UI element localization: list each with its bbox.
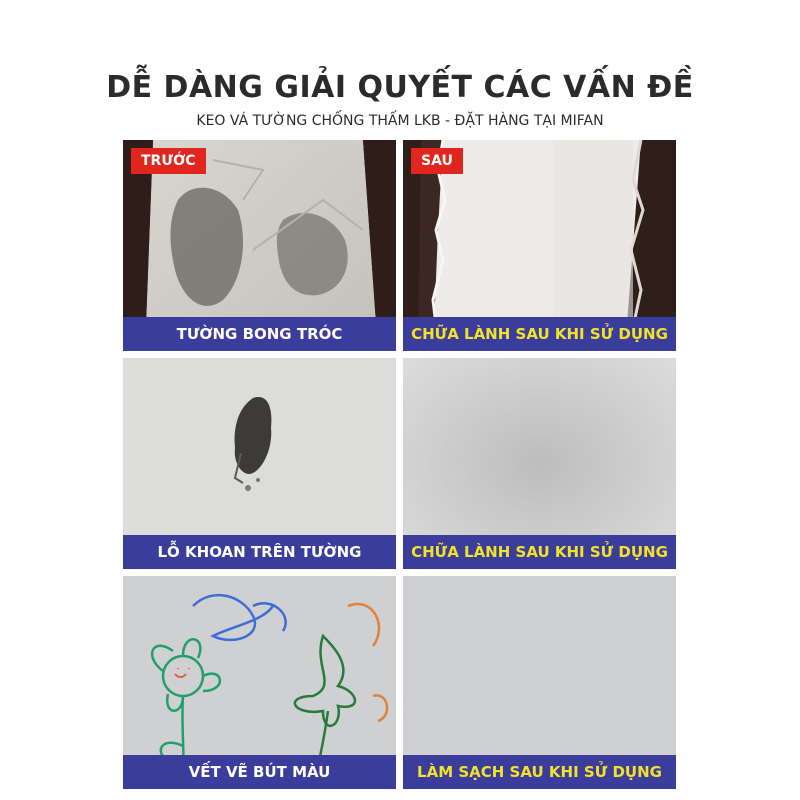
after-tag: SAU <box>411 148 463 174</box>
caption-peeling-wall: TƯỜNG BONG TRÓC <box>123 317 396 351</box>
page-title: DỄ DÀNG GIẢI QUYẾT CÁC VẤN ĐỀ <box>106 70 694 105</box>
page-subtitle: KEO VÁ TƯỜNG CHỐNG THẤM LKB - ĐẶT HÀNG TẠI MIFAN <box>196 113 604 129</box>
panel-crayon-after <box>403 576 676 789</box>
panel-peeling-wall-after <box>403 140 676 351</box>
before-tag: TRƯỚC <box>131 148 206 174</box>
panel-drill-hole-before <box>123 358 396 569</box>
panel-drill-hole-after <box>403 358 676 569</box>
caption-drill-hole: LỖ KHOAN TRÊN TƯỜNG <box>123 535 396 569</box>
panel-peeling-wall-before <box>123 140 396 351</box>
caption-cleaned-wall: LÀM SẠCH SAU KHI SỬ DỤNG <box>403 755 676 789</box>
caption-healed-wall-2: CHỮA LÀNH SAU KHI SỬ DỤNG <box>403 535 676 569</box>
caption-healed-wall-1: CHỮA LÀNH SAU KHI SỬ DỤNG <box>403 317 676 351</box>
panel-crayon-before <box>123 576 396 789</box>
caption-crayon-marks: VẾT VẼ BÚT MÀU <box>123 755 396 789</box>
